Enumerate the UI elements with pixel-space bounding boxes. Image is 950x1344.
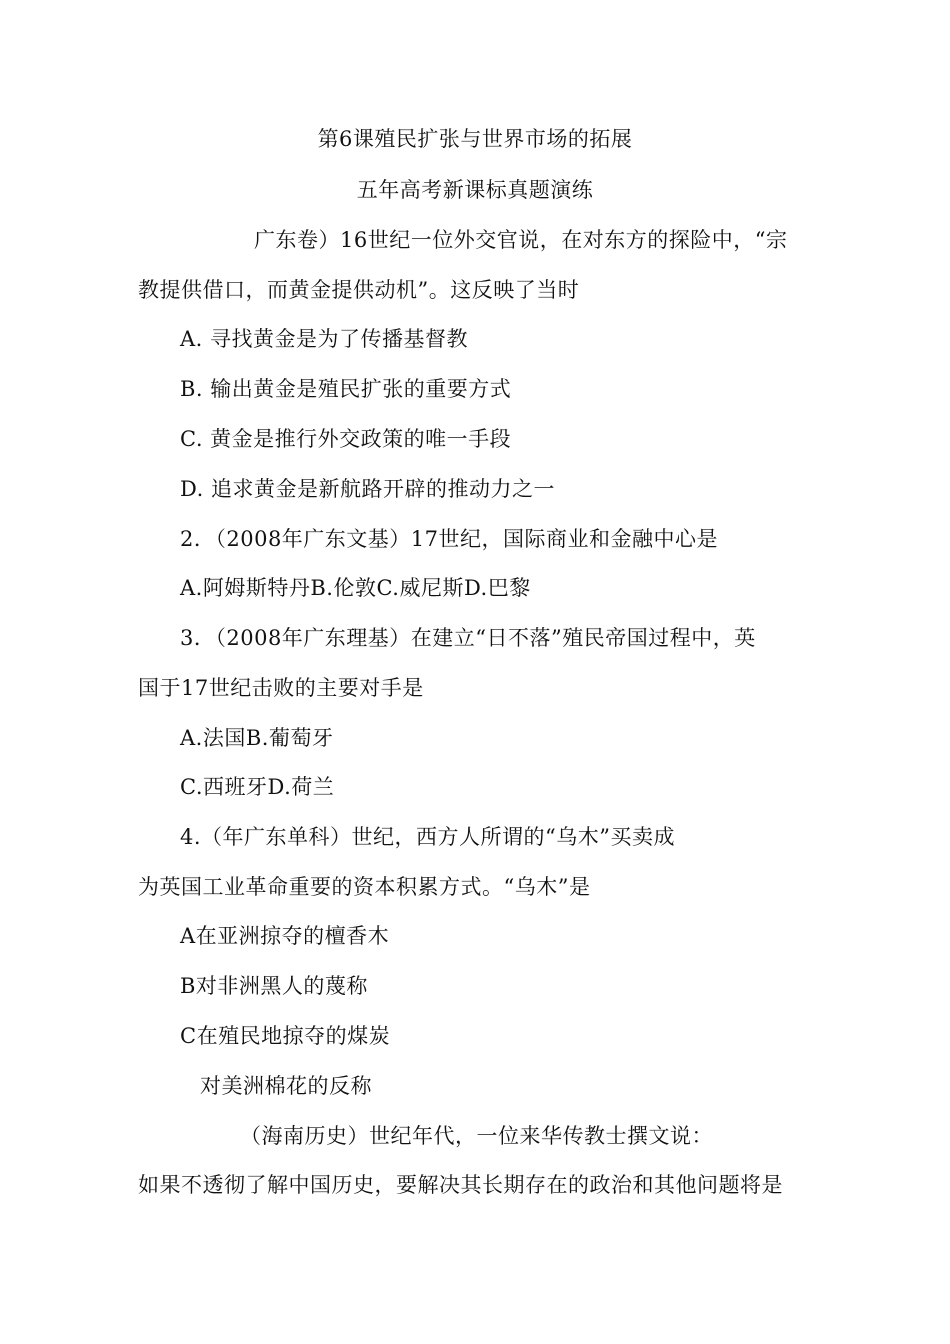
q1-stem-line2: 教提供借口，而黄金提供动机”。这反映了当时 [138,278,580,302]
q3-options-line2: C.西班牙D.荷兰 [180,775,335,799]
q1-option-c: C. 黄金是推行外交政策的唯一手段 [180,427,512,451]
q1-option-a: A. 寻找黄金是为了传播基督教 [180,327,469,351]
q4-option-d: 对美洲棉花的反称 [200,1074,372,1098]
q2-options: A.阿姆斯特丹B.伦敦C.威尼斯D.巴黎 [180,576,531,600]
page-subtitle: 五年高考新课标真题演练 [356,178,594,202]
q4-option-a: A在亚洲掠夺的檀香木 [180,924,390,948]
q1-stem-line1: 广东卷）16世纪一位外交官说，在对东方的探险中，“宗 [254,228,788,252]
q5-stem-line1: （海南历史）世纪年代，一位来华传教士撰文说： [240,1124,713,1148]
q4-option-c: C在殖民地掠夺的煤炭 [180,1024,391,1048]
page-title: 第6课殖民扩张与世界市场的拓展 [317,127,633,151]
q5-stem-line2: 如果不透彻了解中国历史，要解决其长期存在的政治和其他问题将是 [138,1173,783,1197]
q4-option-b: B对非洲黑人的蔑称 [180,974,368,998]
q1-option-b: B. 输出黄金是殖民扩张的重要方式 [180,377,512,401]
q2-stem: 2．（2008年广东文基）17世纪，国际商业和金融中心是 [180,527,719,551]
q4-stem-line2: 为英国工业革命重要的资本积累方式。“乌木”是 [138,875,591,899]
q3-options-line1: A.法国B.葡萄牙 [180,726,334,750]
q3-stem-line1: 3．（2008年广东理基）在建立“日不落”殖民帝国过程中，英 [180,626,756,650]
q4-stem-line1: 4.（年广东单科）世纪，西方人所谓的“乌木”买卖成 [180,825,676,849]
q3-stem-line2: 国于17世纪击败的主要对手是 [138,676,424,700]
q1-option-d: D. 追求黄金是新航路开辟的推动力之一 [180,477,555,501]
